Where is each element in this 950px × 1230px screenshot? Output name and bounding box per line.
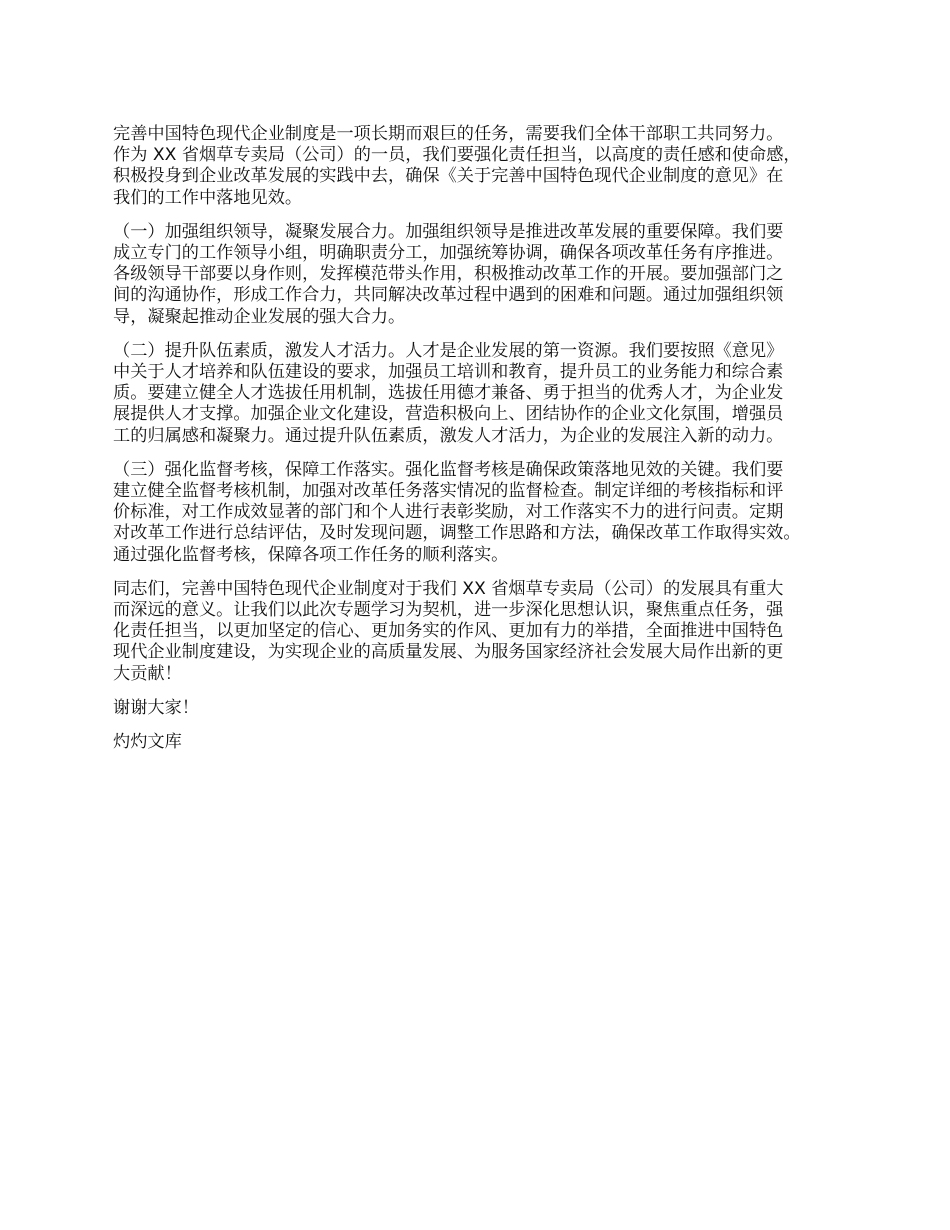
text-line: 各级领导干部要以身作则，发挥模范带头作用，积极推动改革工作的开展。要加强部门之 xyxy=(113,264,784,285)
paragraph-section-one xyxy=(113,222,849,328)
text-line: 通过强化监督考核，保障各项工作任务的顺利落实。 xyxy=(113,544,509,565)
paragraph-thanks xyxy=(113,698,849,719)
text-line: （一）加强组织领导，凝聚发展合力。加强组织领导是推进改革发展的重要保障。我们要 xyxy=(113,221,784,242)
text-line: 中关于人才培养和队伍建设的要求，加强员工培训和教育，提升员工的业务能力和综合素 xyxy=(113,362,784,383)
text-line: 积极投身到企业改革发展的实践中去，确保《关于完善中国特色现代企业制度的意见》在 xyxy=(113,166,784,187)
text-line: （二）提升队伍素质，激发人才活力。人才是企业发展的第一资源。我们要按照《意见》 xyxy=(113,340,784,361)
text-line: 价标准，对工作成效显著的部门和个人进行表彰奖励，对工作落实不力的进行问责。定期 xyxy=(113,502,784,523)
text-line: 建立健全监督考核机制，加强对改革任务落实情况的监督检查。制定详细的考核指标和评 xyxy=(113,481,784,502)
paragraph-intro xyxy=(113,124,849,209)
text-line: 同志们，完善中国特色现代企业制度对于我们 XX 省烟草专卖局（公司）的发展具有重大 xyxy=(113,578,784,599)
document-body xyxy=(113,124,849,753)
text-line: 作为 XX 省烟草专卖局（公司）的一员，我们要强化责任担当，以高度的责任感和使命感， xyxy=(113,145,801,166)
text-line: 间的沟通协作，形成工作合力，共同解决改革过程中遇到的困难和问题。通过加强组织领 xyxy=(113,285,784,306)
paragraph-section-three xyxy=(113,460,849,566)
text-line: 谢谢大家！ xyxy=(113,697,199,718)
text-line: 大贡献！ xyxy=(113,663,182,684)
text-line: 工的归属感和凝聚力。通过提升队伍素质，激发人才活力，为企业的发展注入新的动力。 xyxy=(113,425,784,446)
text-line: 导，凝聚起推动企业发展的强大合力。 xyxy=(113,306,406,327)
text-line: 展提供人才支撑。加强企业文化建设，营造积极向上、团结协作的企业文化氛围，增强员 xyxy=(113,404,784,425)
text-line: 质。要建立健全人才选拔任用机制，选拔任用德才兼备、勇于担当的优秀人才，为企业发 xyxy=(113,383,784,404)
text-line: 而深远的意义。让我们以此次专题学习为契机，进一步深化思想认识，聚焦重点任务，强 xyxy=(113,600,784,621)
text-line: 对改革工作进行总结评估，及时发现问题，调整工作思路和方法，确保改革工作取得实效。 xyxy=(113,523,801,544)
paragraph-conclusion xyxy=(113,579,849,685)
text-line: 完善中国特色现代企业制度是一项长期而艰巨的任务，需要我们全体干部职工共同努力。 xyxy=(113,124,784,144)
source-label: 灼灼文库 xyxy=(113,732,182,753)
paragraph-source xyxy=(113,732,849,753)
text-line: 化责任担当，以更加坚定的信心、更加务实的作风、更加有力的举措，全面推进中国特色 xyxy=(113,621,784,642)
text-line: 我们的工作中落地见效。 xyxy=(113,187,303,208)
text-line: 现代企业制度建设，为实现企业的高质量发展、为服务国家经济社会发展大局作出新的更 xyxy=(113,642,784,663)
paragraph-section-two xyxy=(113,341,849,447)
text-line: 成立专门的工作领导小组，明确职责分工，加强统筹协调，确保各项改革任务有序推进。 xyxy=(113,243,784,264)
text-line: （三）强化监督考核，保障工作落实。强化监督考核是确保政策落地见效的关键。我们要 xyxy=(113,459,784,480)
